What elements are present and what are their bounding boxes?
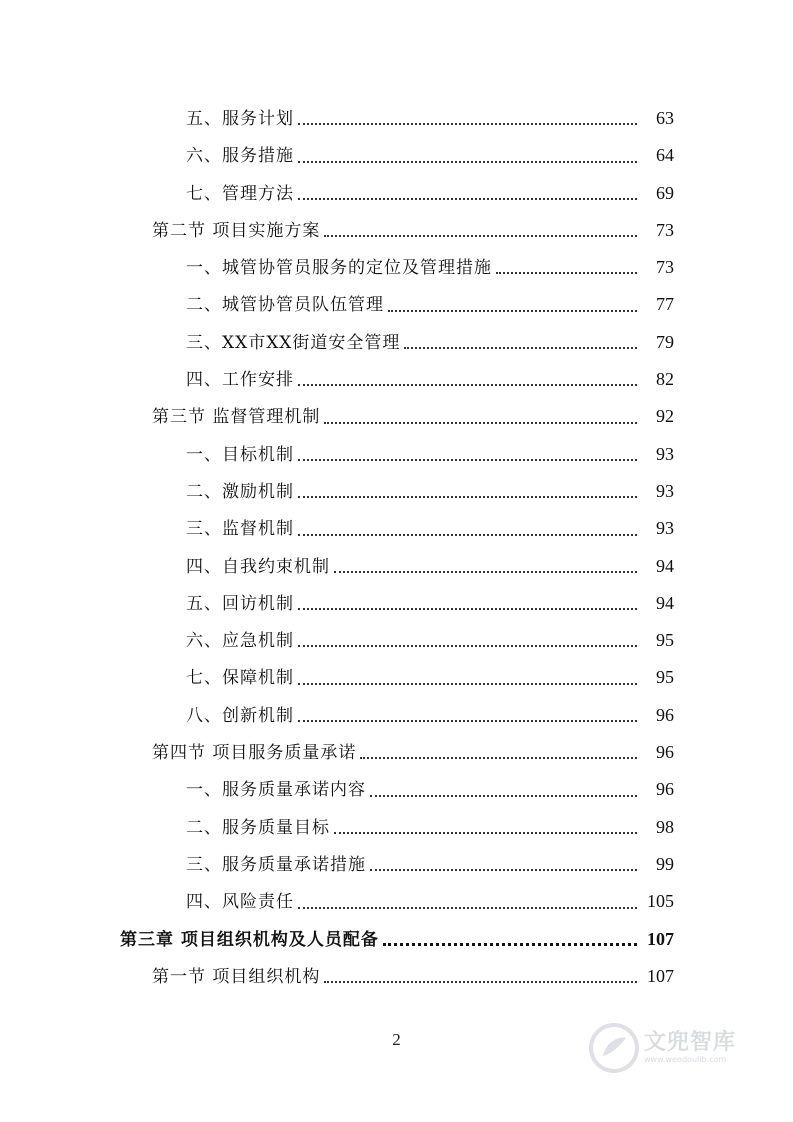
dot-leader <box>298 907 637 909</box>
toc-entry-label: 四、工作安排 <box>186 370 294 391</box>
toc-section-entry[interactable] <box>0 398 793 435</box>
toc-entry-page: 79 <box>656 331 674 352</box>
toc-entry-label: 一、目标机制 <box>186 444 294 465</box>
toc-entry[interactable] <box>0 324 793 361</box>
watermark-text <box>644 1031 736 1065</box>
dot-leader <box>496 272 637 274</box>
toc-entry[interactable] <box>0 697 793 734</box>
dot-leader <box>324 422 637 424</box>
toc-entry[interactable] <box>0 622 793 659</box>
toc-entry-label: 七、管理方法 <box>186 183 294 204</box>
toc-entry-page: 95 <box>656 630 674 651</box>
dot-leader <box>388 310 637 312</box>
toc-entry-page: 73 <box>656 257 674 278</box>
dot-leader <box>298 198 637 200</box>
toc-entry[interactable] <box>0 659 793 696</box>
toc-entry-label: 八、创新机制 <box>186 705 294 726</box>
dot-leader <box>298 534 637 536</box>
toc-entry-label: 五、回访机制 <box>186 593 294 614</box>
toc-section-entry[interactable] <box>0 958 793 995</box>
toc-entry-page: 77 <box>656 294 674 315</box>
toc-entry-label: 三、XX市XX街道安全管理 <box>186 332 401 353</box>
toc-entry-label: 六、应急机制 <box>186 631 294 652</box>
toc-entry-page: 105 <box>647 891 674 912</box>
toc-entry[interactable] <box>0 249 793 286</box>
toc-entry-label: 二、激励机制 <box>186 481 294 502</box>
toc-entry-page: 98 <box>656 816 674 837</box>
dot-leader <box>324 981 637 983</box>
toc-section-entry[interactable] <box>0 734 793 771</box>
toc-entry-page: 64 <box>656 145 674 166</box>
toc-entry-label: 第二节 项目实施方案 <box>152 220 321 241</box>
toc-entry[interactable] <box>0 436 793 473</box>
dot-leader <box>334 832 637 834</box>
toc-entry-page: 96 <box>656 742 674 763</box>
dot-leader <box>298 645 637 647</box>
toc-entry[interactable] <box>0 100 793 137</box>
toc-entry-label: 一、服务质量承诺内容 <box>186 780 366 801</box>
toc-entry-page: 73 <box>656 219 674 240</box>
toc-entry-label: 第四节 项目服务质量承诺 <box>152 743 357 764</box>
toc-entry[interactable] <box>0 510 793 547</box>
toc-entry[interactable] <box>0 286 793 323</box>
toc-entry-label: 三、监督机制 <box>186 519 294 540</box>
toc-entry-page: 94 <box>656 592 674 613</box>
watermark-url: www.wendoulib.com <box>644 1055 727 1064</box>
dot-leader <box>298 720 637 722</box>
toc-entry[interactable] <box>0 883 793 920</box>
toc-entry-page: 94 <box>656 555 674 576</box>
toc-entry-page: 95 <box>656 667 674 688</box>
toc-entry-label: 二、服务质量目标 <box>186 817 330 838</box>
toc-entry[interactable] <box>0 585 793 622</box>
toc-entry-label: 五、服务计划 <box>186 109 294 129</box>
dot-leader <box>298 384 637 386</box>
toc-entry[interactable] <box>0 809 793 846</box>
toc-entry-label: 第一节 项目组织机构 <box>152 966 321 987</box>
dot-leader <box>370 869 637 871</box>
toc-entry[interactable] <box>0 846 793 883</box>
dot-leader <box>360 757 637 759</box>
toc-entry-label: 三、服务质量承诺措施 <box>186 854 366 875</box>
toc-chapter-entry[interactable] <box>0 921 793 958</box>
toc-entry-label: 第三节 监督管理机制 <box>152 407 321 428</box>
toc-entry[interactable] <box>0 361 793 398</box>
watermark-name: 文兜智库 <box>644 1030 737 1055</box>
dot-leader <box>298 459 637 461</box>
toc-entry[interactable] <box>0 137 793 174</box>
toc-entry[interactable] <box>0 548 793 585</box>
toc-entry-label: 一、城管协管员服务的定位及管理措施 <box>186 258 492 279</box>
toc-entry-page: 93 <box>656 443 674 464</box>
page-number: 2 <box>392 1030 401 1049</box>
dot-leader <box>383 943 637 946</box>
toc-entry-page: 93 <box>656 480 674 501</box>
toc-section-entry[interactable] <box>0 212 793 249</box>
toc-entry-page: 96 <box>656 704 674 725</box>
dot-leader <box>298 683 637 685</box>
toc-entry-page: 107 <box>647 928 674 949</box>
toc-entry-page: 92 <box>656 406 674 427</box>
dot-leader <box>298 608 637 610</box>
dot-leader <box>298 123 637 125</box>
dot-leader <box>324 235 637 237</box>
toc-entry-page: 63 <box>656 108 674 128</box>
toc-entry-label: 四、自我约束机制 <box>186 556 330 577</box>
watermark <box>588 1020 758 1076</box>
toc-entry-page: 99 <box>656 853 674 874</box>
toc-entry-page: 69 <box>656 182 674 203</box>
toc-entry-label: 二、城管协管员队伍管理 <box>186 295 384 316</box>
dot-leader <box>334 571 637 573</box>
toc-entry-label: 第三章 项目组织机构及人员配备 <box>120 929 379 950</box>
toc-entry[interactable] <box>0 175 793 212</box>
toc-entry[interactable] <box>0 771 793 808</box>
toc-entry-page: 107 <box>647 965 674 986</box>
table-of-contents <box>0 100 793 995</box>
toc-entry-page: 93 <box>656 518 674 539</box>
dot-leader <box>298 496 637 498</box>
toc-entry-page: 82 <box>656 369 674 390</box>
toc-entry-label: 四、风险责任 <box>186 892 294 913</box>
dot-leader <box>298 161 637 163</box>
dot-leader <box>404 347 637 349</box>
toc-entry-page: 96 <box>656 779 674 800</box>
toc-entry-label: 七、保障机制 <box>186 668 294 689</box>
dot-leader <box>370 795 637 797</box>
toc-entry-label: 六、服务措施 <box>186 146 294 167</box>
toc-entry[interactable] <box>0 473 793 510</box>
wendou-logo-icon <box>588 1022 640 1074</box>
